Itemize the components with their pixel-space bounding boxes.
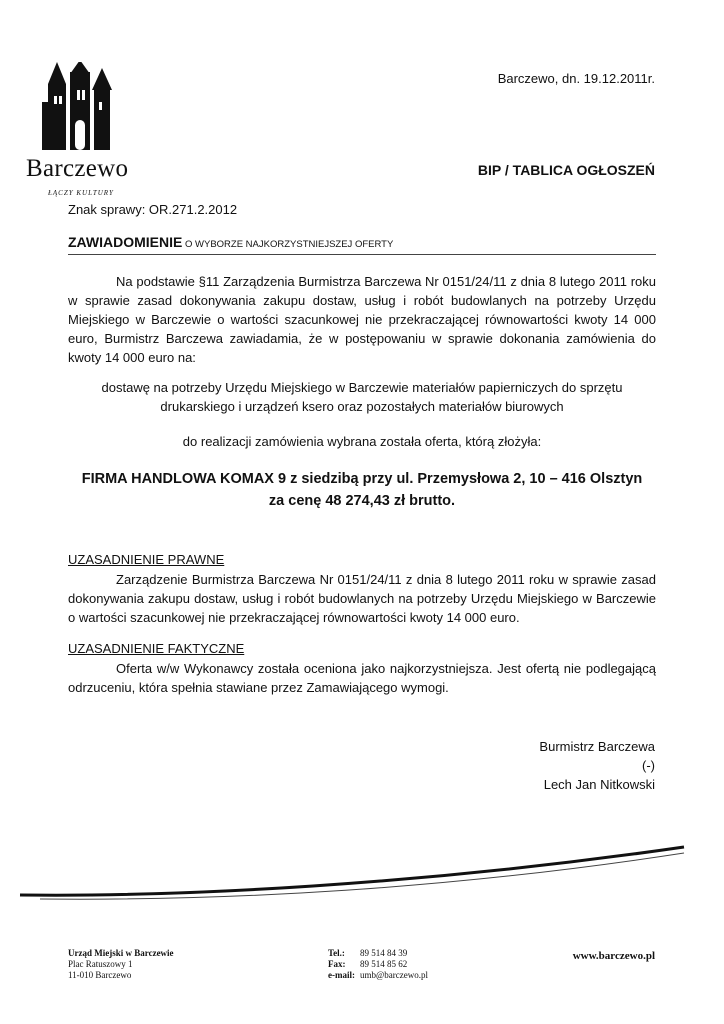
signature-block	[539, 737, 655, 794]
signature-role: Burmistrz Barczewa	[539, 739, 655, 754]
signature-mark: (-)	[642, 758, 655, 773]
winner-block	[68, 468, 656, 512]
footer-fax: 89 514 85 62	[360, 959, 408, 969]
case-number: Znak sprawy: OR.271.2.2012	[68, 202, 238, 217]
logo-name: Barczewo	[26, 155, 129, 182]
notice-subtitle: O WYBORZE NAJKORZYSTNIEJSZEJ OFERTY	[182, 239, 394, 250]
legal-text: Zarządzenie Burmistrza Barczewa Nr 0151/24/11 z dnia 8 lutego 2011 roku w sprawie zasad dokonywania zakupu dostaw, usług i robót budowlanych na potrzeby Urzędu Miejskiego w Barczewie o wartości szacunkowej nie przekraczającej równowartości kwoty 14 000 euro.	[68, 572, 656, 625]
bip-heading: BIP / TABLICA OGŁOSZEŃ	[477, 162, 655, 178]
document-date: Barczewo, dn. 19.12.2011r.	[497, 71, 655, 86]
selected-offer-line: do realizacji zamówienia wybrana została oferta, którą złożyła:	[182, 434, 542, 449]
footer-email[interactable]: umb@barczewo.pl	[360, 970, 429, 980]
winner-company: FIRMA HANDLOWA KOMAX 9 z siedzibą przy ul. Przemysłowa 2, 10 – 416 Olsztyn	[81, 471, 643, 487]
footer-city: 11-010 Barczewo	[68, 970, 132, 980]
footer-street: Plac Ratuszowy 1	[68, 959, 133, 969]
notice-title: ZAWIADOMIENIE	[68, 234, 183, 250]
castle-icon	[24, 62, 144, 157]
order-subject: dostawę na potrzeby Urzędu Miejskiego w Barczewie materiałów papierniczych do sprzętu drukarskiego i urządzeń ksero oraz pozostałych materiałów biurowych	[101, 380, 623, 414]
footer-contact	[328, 948, 428, 981]
footer-address	[68, 948, 174, 981]
footer-tel: 89 514 84 39	[360, 948, 408, 958]
fax-label: Fax:	[328, 959, 346, 969]
footer-office: Urząd Miejski w Barczewie	[68, 948, 174, 958]
tel-label: Tel.:	[328, 948, 345, 958]
legal-heading: UZASADNIENIE PRAWNE	[68, 552, 225, 567]
winner-price: za cenę 48 274,43 zł brutto.	[268, 493, 456, 509]
logo-tagline: ŁĄCZY KULTURY	[48, 189, 114, 197]
signature-name: Lech Jan Nitkowski	[543, 777, 655, 792]
decorative-swoosh	[0, 835, 724, 915]
notice-title-block	[68, 234, 656, 255]
email-label: e-mail:	[328, 970, 355, 980]
factual-text: Oferta w/w Wykonawcy została oceniona jako najkorzystniejsza. Jest ofertą nie podlegającą odrzuceniu, która spełnia stawiane przez Zamawiającego wymogi.	[68, 661, 656, 695]
factual-heading: UZASADNIENIE FAKTYCZNE	[68, 641, 245, 656]
footer-website[interactable]: www.barczewo.pl	[572, 950, 655, 962]
intro-paragraph: Na podstawie §11 Zarządzenia Burmistrza Barczewa Nr 0151/24/11 z dnia 8 lutego 2011 roku w sprawie zasad dokonywania zakupu dostaw, usług i robót budowlanych na potrzeby Urzędu Miejskiego w Barczewie o wartości szacunkowej nie przekraczającej równowartości kwoty 14 000 euro, Burmistrz Barczewa zawiadamia, że w postępowaniu w sprawie dokonania zamówienia do kwoty 14 000 euro na:	[68, 274, 656, 365]
